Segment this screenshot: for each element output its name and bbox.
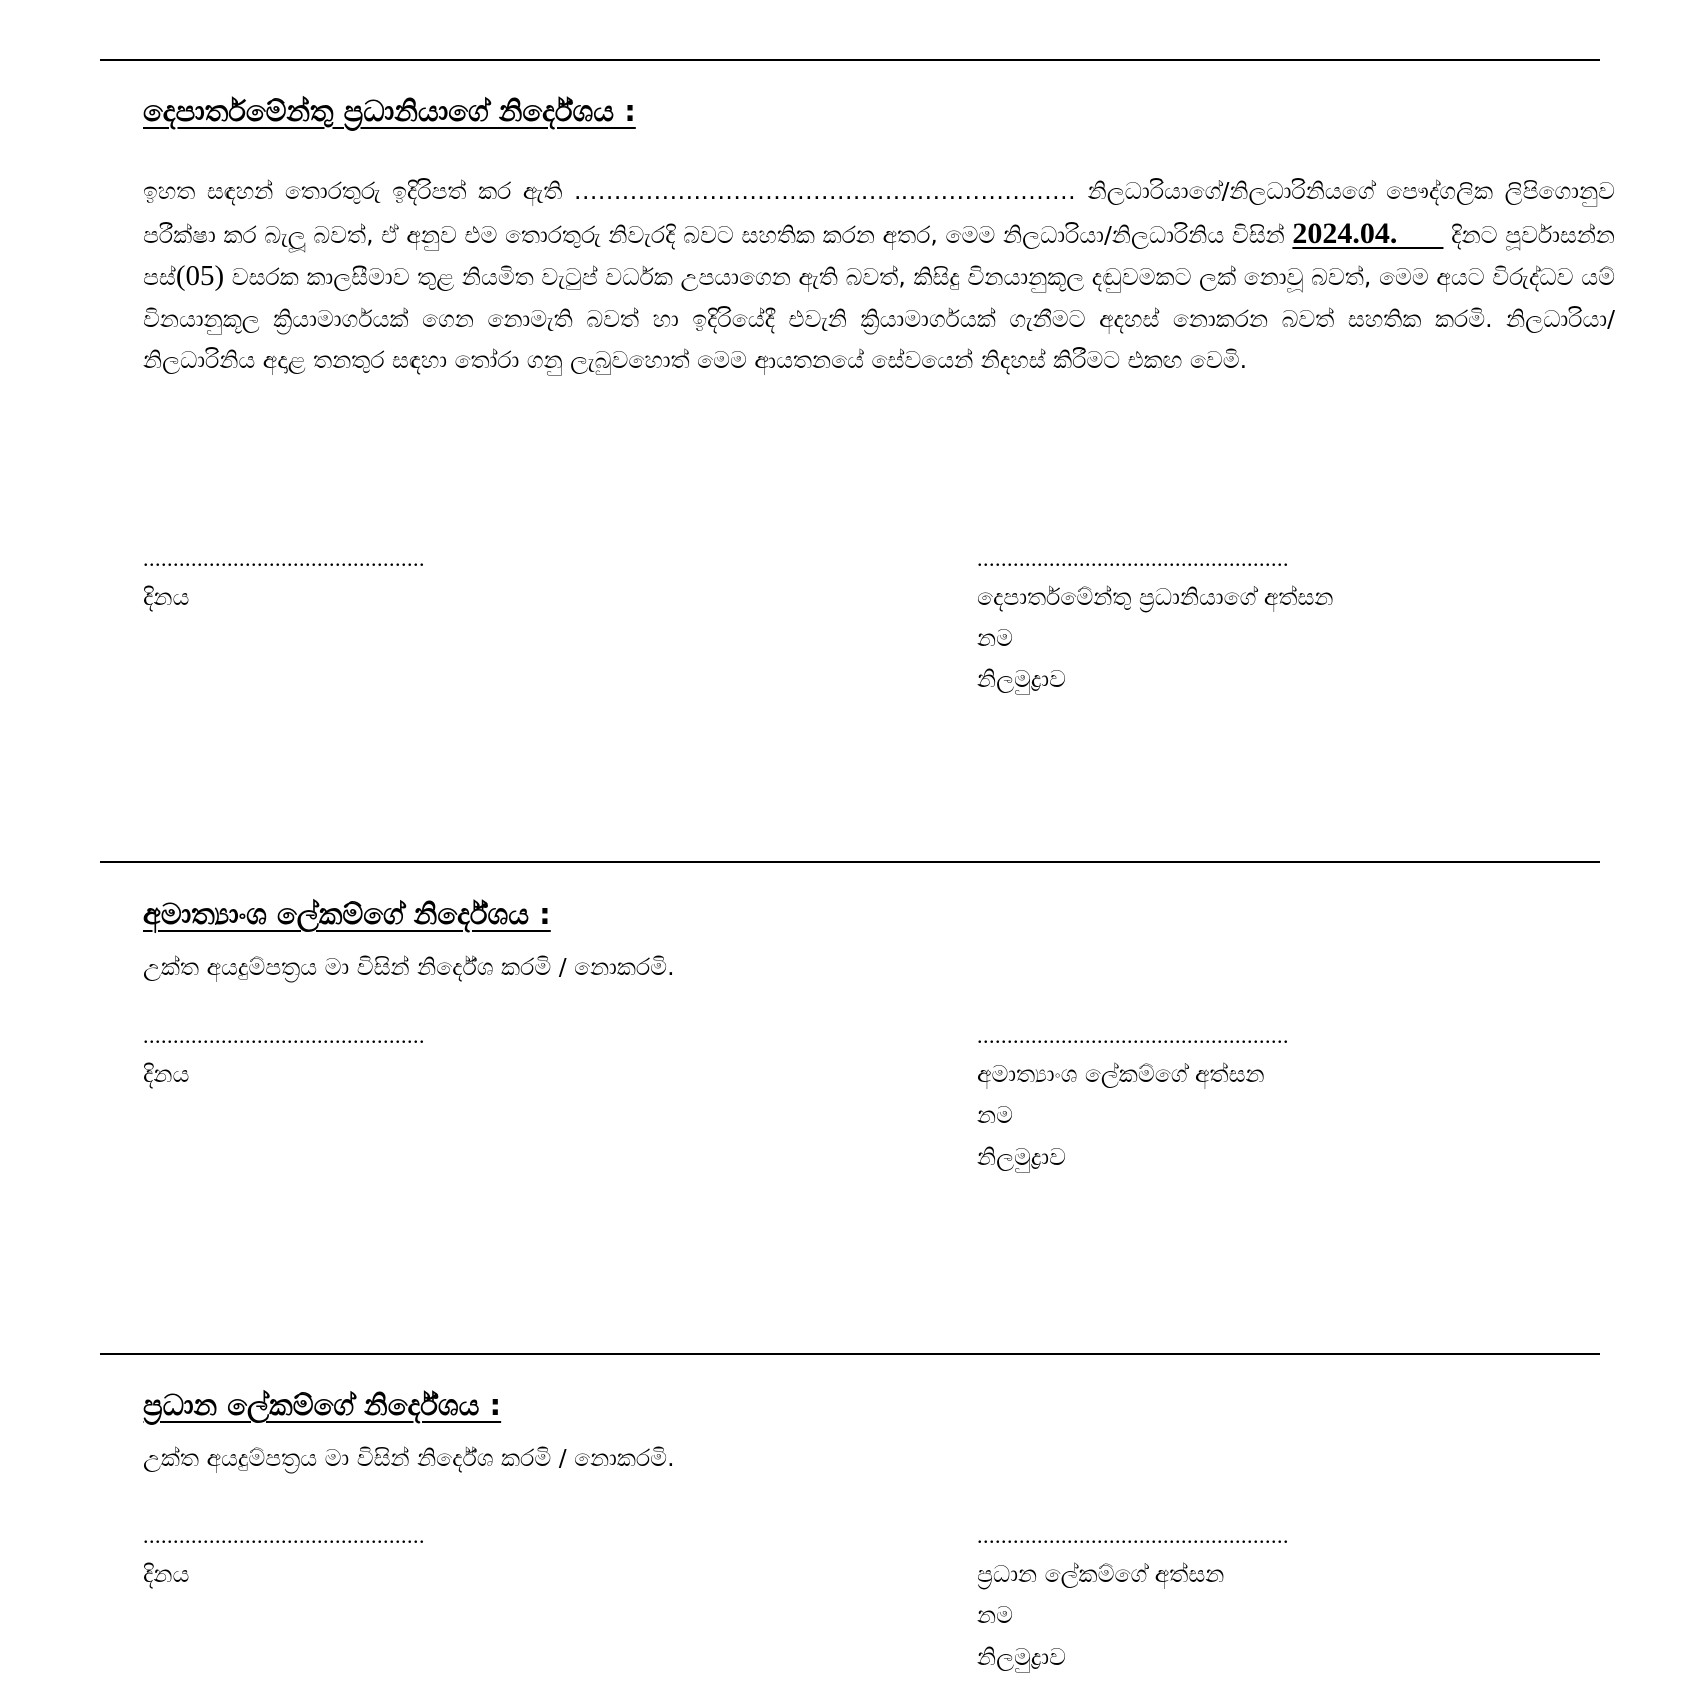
- date-signature-line: ...............................................: [143, 1023, 425, 1048]
- paragraph-text-part2: නිලධාරියාගේ/නිලධාරිනියගේ පෞද්ගලික ලිපිගොනුව පරීක්ෂා කර බැලූ බවත්, ඒ අනුව එම තොරතුරු නිවැරදි බවට සහතික කරන අතර, මෙම නිලධාරියා/නිලධාරිනිය විසින්: [143, 177, 1615, 249]
- chief-secretary-signature-label: ප්‍රධාන ලේකම්ගේ අත්සන: [977, 1560, 1225, 1588]
- paragraph-text-part3: දිනට පූර්වාසන්න පස්: [143, 220, 1615, 291]
- department-head-certification-paragraph: [143, 171, 1615, 382]
- ministry-secretary-recommendation-heading: අමාත්‍යාංශ ලේකම්ගේ නිර්දේශය :: [143, 897, 551, 931]
- head-signature-label: දෙපාර්තමේන්තු ප්‍රධානියාගේ අත්සන: [977, 583, 1334, 611]
- date-label: දිනය: [143, 1060, 190, 1088]
- paragraph-text-part4: වසරක කාලසීමාව තුළ නියමිත වැටුප් වර්ධක උපයාගෙන ඇති බවත්, කිසිදු විනයානුකූල දඬුවමකට ලක් නොවූ බවත්, මෙම අයට විරුද්ධව යම් විනයානුකූල ක්‍රියාමාර්ගයක් ගෙන නොමැති බවත් හා ඉදිරියේදී එවැනි ක්‍රියාමාර්ගයක් ගැනීමට අදහස් නොකරන බවත් සහතික කරමි. නිලධාරියා/නිලධාරිනිය අදාළ තනතුර සඳහා තෝරා ගනු ලැබුවහොත් මෙම ආයතනයේ සේවයෙන් නිදහස් කිරීමට එකඟ වෙමි.: [143, 263, 1615, 374]
- recommendation-statement: උක්ත අයදුම්පත්‍රය මා විසින් නිර්දේශ කරමි / නොකරමි.: [143, 953, 675, 981]
- reference-date-value: 2024.04.: [1292, 216, 1444, 250]
- chief-secretary-signature-line: ....................................................: [977, 1523, 1289, 1548]
- official-seal-label: නිලමුද්‍රාව: [977, 1643, 1066, 1671]
- name-label: නම: [977, 624, 1013, 652]
- recommendation-statement: උක්ත අයදුම්පත්‍රය මා විසින් නිර්දේශ කරමි / නොකරමි.: [143, 1444, 675, 1472]
- date-signature-line: ...............................................: [143, 1523, 425, 1548]
- officer-name-blank: ...............................................................: [573, 177, 1077, 205]
- secretary-signature-line: ....................................................: [977, 1023, 1289, 1048]
- secretary-signature-label: අමාත්‍යාංශ ලේකම්ගේ අත්සන: [977, 1060, 1265, 1088]
- section-divider: [100, 861, 1600, 863]
- department-head-recommendation-heading: දෙපාර්තමේන්තු ප්‍රධානියාගේ නිර්දේශය :: [143, 94, 636, 128]
- date-label: දිනය: [143, 583, 190, 611]
- name-label: නම: [977, 1601, 1013, 1629]
- name-label: නම: [977, 1101, 1013, 1129]
- chief-secretary-recommendation-heading: ප්‍රධාන ලේකම්ගේ නිර්දේශය :: [143, 1388, 502, 1422]
- official-seal-label: නිලමුද්‍රාව: [977, 665, 1066, 693]
- head-signature-line: ....................................................: [977, 546, 1289, 571]
- official-seal-label: නිලමුද්‍රාව: [977, 1143, 1066, 1171]
- paragraph-text-part1: ඉහත සඳහන් තොරතුරු ඉදිරිපත් කර ඇති: [143, 177, 574, 205]
- years-count: (05): [175, 260, 225, 292]
- date-signature-line: ...............................................: [143, 546, 425, 571]
- date-label: දිනය: [143, 1560, 190, 1588]
- section-divider: [100, 1353, 1600, 1355]
- top-divider: [100, 59, 1600, 61]
